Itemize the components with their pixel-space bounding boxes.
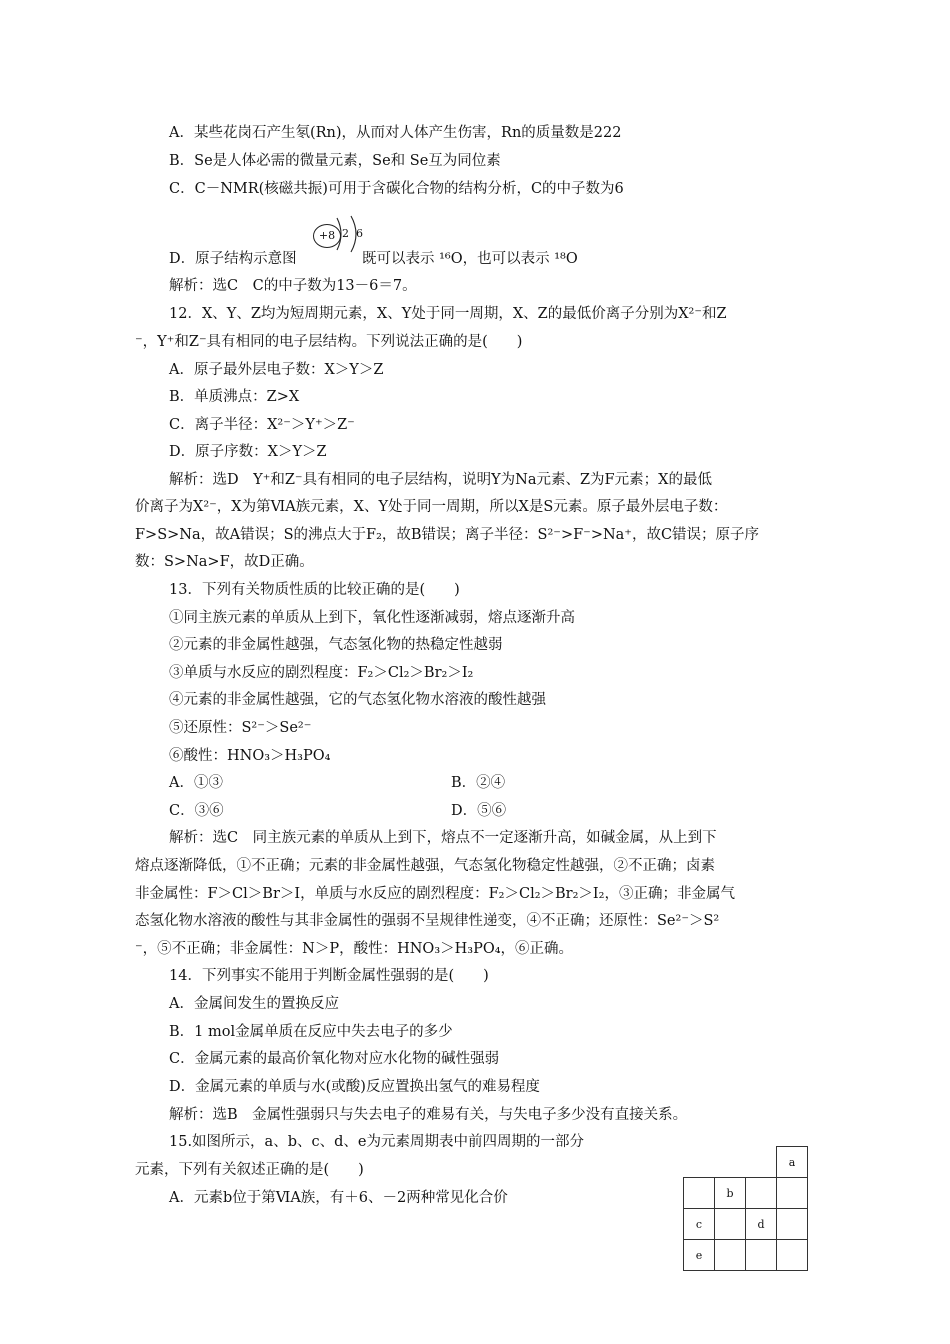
q14-option-d: D．金属元素的单质与水(或酸)反应置换出氢气的难易程度 (169, 1079, 540, 1095)
q13-statement-5: ⑤还原性：S²⁻＞Se²⁻ (169, 720, 312, 736)
q11-option-d-suffix: 既可以表示 ¹⁶O，也可以表示 ¹⁸O (362, 251, 578, 267)
q12-answer-4: 数：S>Na>F，故D正确。 (135, 554, 314, 570)
q13-option-a: A．①③ (169, 775, 223, 791)
q13-answer-5: ⁻，⑤不正确；非金属性：N＞P，酸性：HNO₃＞H₃PO₄，⑥正确。 (135, 941, 574, 957)
q11-option-a: A．某些花岗石产生氡(Rn)，从而对人体产生伤害，Rn的质量数是222 (169, 125, 622, 141)
q13-statement-4: ④元素的非金属性越强，它的气态氢化物水溶液的酸性越强 (169, 692, 546, 708)
q12-answer-3: F>S>Na，故A错误；S的沸点大于F₂，故B错误；离子半径：S²⁻>F⁻>Na⁺，故C错误；原子序 (135, 527, 760, 543)
q13-option-c: C．③⑥ (169, 803, 224, 819)
q12-answer-2: 价离子为X²⁻，X为第ⅥA族元素，X、Y处于同一周期，所以X是S元素。原子最外层电子数： (135, 499, 728, 515)
q13-statement-2: ②元素的非金属性越强，气态氢化物的热稳定性越弱 (169, 637, 503, 653)
q13-answer-3: 非金属性：F＞Cl＞Br＞I，单质与水反应的剧烈程度：F₂＞Cl₂＞Br₂＞I₂，③正确；非金属气 (135, 886, 735, 902)
cell-d: d (746, 1209, 777, 1240)
q13-answer-2: 熔点逐渐降低，①不正确；元素的非金属性越强，气态氢化物稳定性越强，②不正确；卤素 (135, 858, 715, 874)
q12-option-d: D．原子序数：X＞Y＞Z (169, 444, 327, 460)
shell-1-count: 2 (342, 227, 349, 240)
q14-answer: 解析：选B 金属性强弱只与失去电子的难易有关，与失电子多少没有直接关系。 (169, 1107, 688, 1123)
q13-option-d: D．⑤⑥ (451, 803, 507, 819)
q11-option-d-prefix: D．原子结构示意图 (169, 251, 297, 267)
q13-answer-1: 解析：选C 同主族元素的单质从上到下，熔点不一定逐渐升高，如碱金属，从上到下 (169, 830, 717, 846)
q13-statement-6: ⑥酸性：HNO₃＞H₃PO₄ (169, 748, 331, 764)
q11-answer: 解析：选C C的中子数为13－6＝7。 (169, 278, 417, 294)
q12-option-b: B．单质沸点：Z>X (169, 389, 300, 405)
q12-stem-2: ⁻，Y⁺和Z⁻具有相同的电子层结构。下列说法正确的是( ) (135, 334, 523, 350)
q13-answer-4: 态氢化物水溶液的酸性与其非金属性的强弱不呈规律性递变，④不正确；还原性：Se²⁻＞S² (135, 913, 720, 929)
q12-option-c: C．离子半径：X²⁻＞Y⁺＞Z⁻ (169, 417, 355, 433)
q12-answer-1: 解析：选D Y⁺和Z⁻具有相同的电子层结构，说明Y为Na元素、Z为F元素；X的最低 (169, 472, 712, 488)
q11-option-b: B．Se是人体必需的微量元素，Se和 Se互为同位素 (169, 153, 501, 169)
q14-option-c: C．金属元素的最高价氧化物对应水化物的碱性强弱 (169, 1051, 500, 1067)
q14-option-b: B．1 mol金属单质在反应中失去电子的多少 (169, 1024, 453, 1040)
q14-stem: 14．下列事实不能用于判断金属性强弱的是( ) (169, 968, 489, 984)
q12-option-a: A．原子最外层电子数：X＞Y＞Z (169, 362, 384, 378)
q15-stem-1: 15.如图所示，a、b、c、d、e为元素周期表中前四周期的一部分 (169, 1134, 584, 1150)
q12-stem-1: 12．X、Y、Z均为短周期元素，X、Y处于同一周期，X、Z的最低价离子分别为X²⁻和Z (169, 306, 727, 322)
nucleus: +8 (313, 224, 341, 248)
shell-2-count: 6 (356, 227, 363, 240)
q11-option-c: C．C－NMR(核磁共振)可用于含碳化合物的结构分析，C的中子数为6 (169, 181, 624, 197)
cell-a: a (777, 1147, 808, 1178)
q13-option-b: B．②④ (451, 775, 506, 791)
q13-stem: 13．下列有关物质性质的比较正确的是( ) (169, 582, 460, 598)
cell-c: c (684, 1209, 715, 1240)
cell-b: b (715, 1178, 746, 1209)
periodic-table-fragment (683, 1146, 808, 1271)
q15-stem-2: 元素，下列有关叙述正确的是( ) (135, 1162, 364, 1178)
q13-statement-1: ①同主族元素的单质从上到下，氧化性逐渐减弱，熔点逐渐升高 (169, 610, 575, 626)
cell-e: e (684, 1240, 715, 1271)
q15-option-a: A．元素b位于第ⅥA族，有＋6、－2两种常见化合价 (169, 1190, 508, 1206)
q13-statement-3: ③单质与水反应的剧烈程度：F₂＞Cl₂＞Br₂＞I₂ (169, 665, 474, 681)
q14-option-a: A．金属间发生的置换反应 (169, 996, 339, 1012)
